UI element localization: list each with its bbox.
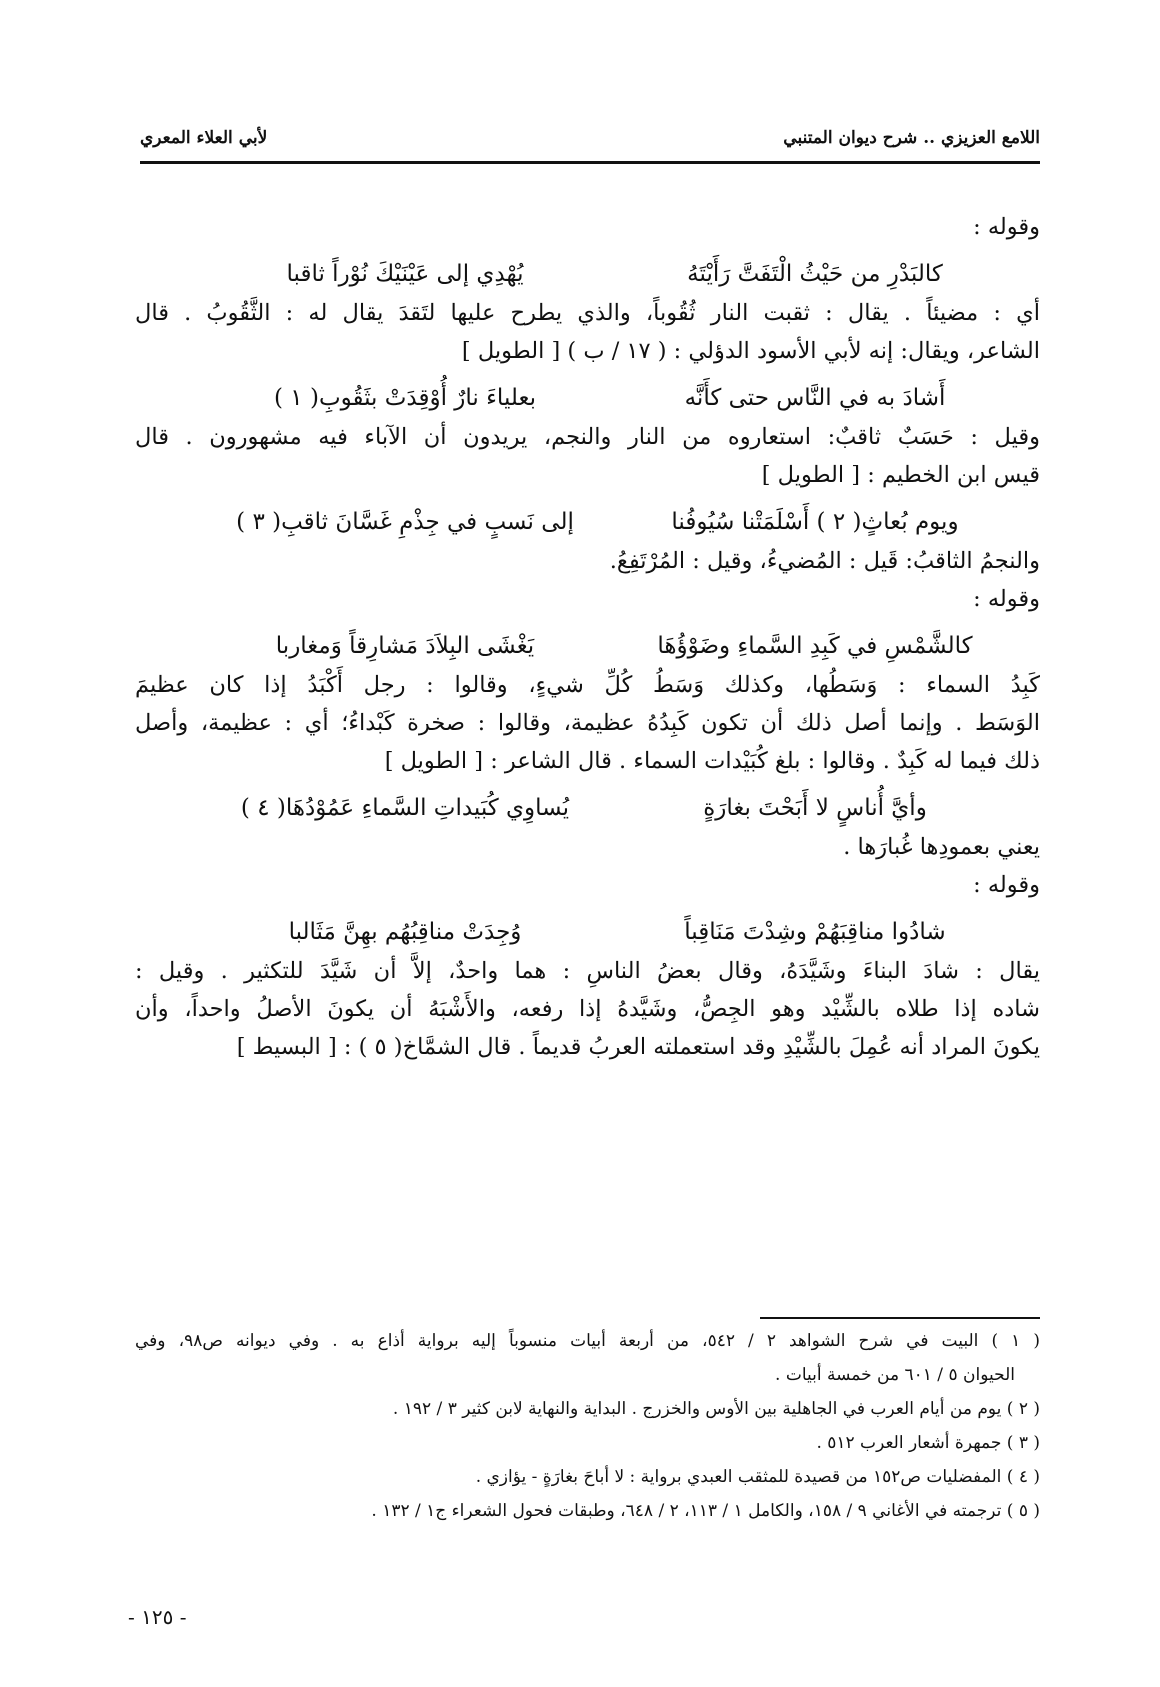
verse-second-hemistich: بعلياءَ نارٌ أُوْقِدَتْ بثَقُوبِ( ١ ) xyxy=(274,385,536,411)
verse-first-hemistich: شادُوا مناقِبَهُمْ وشِدْتَ مَنَاقِباً xyxy=(684,919,946,945)
verse-line xyxy=(135,622,1040,670)
text-line: وقوله : xyxy=(973,586,1040,612)
footnotes xyxy=(135,1328,1040,1532)
verse-line xyxy=(135,908,1040,956)
text-line: كَبِدُ السماء : وَسَطُها، وكذلك وَسَطُ كُلِّ شيءٍ، وقالوا : رجل أَكْبَدُ إذا كان عظيمَ xyxy=(135,672,1040,698)
text-line: وقوله : xyxy=(973,214,1040,240)
text-line: الشاعر، ويقال: إنه لأبي الأسود الدؤلي : ( ١٧ / ب ) [ الطويل ] xyxy=(461,338,1040,364)
verse-first-hemistich: كالشَّمْسِ في كَبِدِ السَّماءِ وضَوْؤُهَا xyxy=(657,633,973,659)
text-line: أي : مضيئاً . يقال : ثقبت النار ثُقُوباً، والذي يطرح عليها لتَقدَ يقال له : الثَّقُوبُ . قال xyxy=(135,300,1040,326)
footnote-4: ( ٤ ) المفضليات ص١٥٢ من قصيدة للمثقب العبدي برواية : لا أباحَ بغارَةٍ - يؤازي . xyxy=(475,1467,1040,1487)
verse-second-hemistich: يُهْدِي إلى عَيْنَيْكَ نُوْراً ثاقبا xyxy=(286,261,524,287)
main-text xyxy=(135,212,1040,1070)
text-line: وقيل : حَسَبٌ ثاقبٌ: استعاروه من النار والنجم، يريدون أن الآباء فيه مشهورون . قال xyxy=(135,424,1040,450)
text-line: قيس ابن الخطيم : [ الطويل ] xyxy=(761,462,1040,488)
verse-line xyxy=(135,250,1040,298)
verse-first-hemistich: وأيَّ أُناسٍ لا أَبَحْتَ بغارَةٍ xyxy=(703,795,927,821)
verse-second-hemistich: إلى نَسبٍ في جِذْمِ غَسَّانَ ثاقبِ( ٣ ) xyxy=(236,509,574,535)
text-line: يكونَ المراد أنه عُمِلَ بالشِّيْدِ وقد استعملته العربُ قديماً . قال الشمَّاخ( ٥ ) : [ البسيط ] xyxy=(236,1034,1040,1060)
verse-second-hemistich: يُساوِي كُبَيداتِ السَّماءِ عَمُوْدُهَا( ٤ ) xyxy=(240,795,570,821)
running-header xyxy=(140,118,1040,158)
header-book-title: اللامع العزيزي .. شرح ديوان المتنبي xyxy=(783,128,1040,148)
verse-first-hemistich: كالبَدْرِ من حَيْثُ الْتَفَتَّ رَأَيْتَهُ xyxy=(687,261,943,287)
verse-line xyxy=(135,498,1040,546)
text-line: وقوله : xyxy=(973,872,1040,898)
page-number: - ١٢٥ - xyxy=(128,1605,187,1629)
verse-second-hemistich: وُجِدَتْ مناقِبُهُم بهِنَّ مَثَالبا xyxy=(288,919,522,945)
text-line: الوَسَط . وإنما أصل ذلك أن تكون كَبِدُهُ عظيمة، وقالوا : صخرة كَبْداءُ؛ أي : عظيمة، وأصل xyxy=(135,710,1040,736)
verse-line xyxy=(135,784,1040,832)
header-author: لأبي العلاء المعري xyxy=(140,128,268,148)
text-line: ذلك فيما له كَبِدٌ . وقالوا : بلغ كُبَيْدات السماء . قال الشاعر : [ الطويل ] xyxy=(384,748,1040,774)
text-line: يعني بعمودِها غُبارَها . xyxy=(843,834,1040,860)
text-line: يقال : شادَ البناءَ وشَيَّدَهُ، وقال بعضُ الناسِ : هما واحدٌ، إلاَّ أن شَيَّدَ للتكثير . وقيل : xyxy=(135,958,1040,984)
verse-line xyxy=(135,374,1040,422)
footnote-5: ( ٥ ) ترجمته في الأغاني ٩ / ١٥٨، والكامل ١ / ١١٣، ٢ / ٦٤٨، وطبقات فحول الشعراء ج١ / ١٣٢ . xyxy=(371,1501,1040,1521)
text-line: والنجمُ الثاقبُ: قَيل : المُضيءُ، وقيل : المُرْتَفِعُ. xyxy=(609,548,1040,574)
footnote-1-continued: الحيوان ٥ / ٦٠١ من خمسة أبيات . xyxy=(775,1365,1015,1385)
footnote-rule xyxy=(760,1317,1040,1319)
footnote-3: ( ٣ ) جمهرة أشعار العرب ٥١٢ . xyxy=(816,1433,1040,1453)
header-rule xyxy=(140,161,1040,164)
footnote-2: ( ٢ ) يوم من أيام العرب في الجاهلية بين الأوس والخزرج . البداية والنهاية لابن كثير ٣ / ١٩٢ . xyxy=(392,1399,1040,1419)
text-line: شاده إذا طلاه بالشِّيْد وهو الجِصُّ، وشَيَّدهُ إذا رفعه، والأَشْبَهُ أن يكونَ الأصلُ واحداً، وأن xyxy=(135,996,1040,1022)
footnote-1: ( ١ ) البيت في شرح الشواهد ٢ / ٥٤٢، من أربعة أبيات منسوباً إليه برواية أذاع به . وفي ديوانه ص٩٨، وفي xyxy=(135,1331,1040,1351)
verse-second-hemistich: يَغْشَى البِلاَدَ مَشارِقاً وَمغاربا xyxy=(275,633,535,659)
verse-first-hemistich: أَشادَ به في النَّاس حتى كأَنَّه xyxy=(684,385,946,411)
verse-first-hemistich: ويوم بُعاثٍ( ٢ ) أَسْلَمَتْنا سُيُوفُنا xyxy=(671,509,959,535)
